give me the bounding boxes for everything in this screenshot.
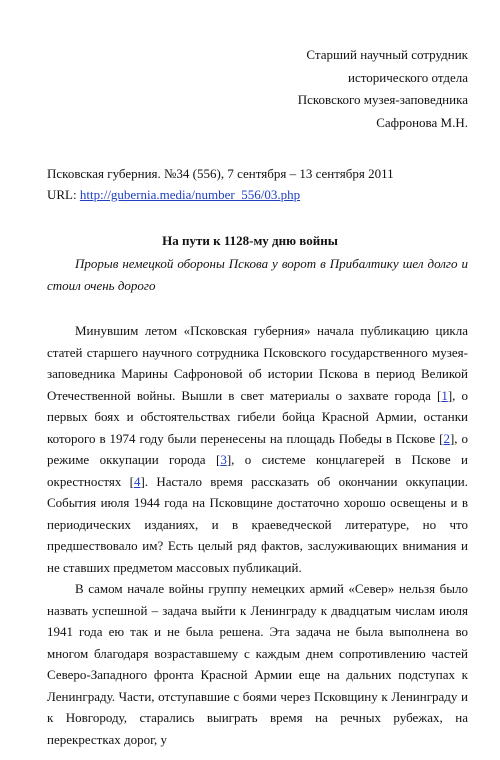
reference-link-4[interactable]: 4 [134, 473, 141, 489]
article-body [47, 320, 468, 750]
author-department: исторического отдела [348, 69, 468, 85]
source-citation: Псковская губерния. №34 (556), 7 сентября – 13 сентября 2011 [47, 166, 394, 181]
reference-link-3[interactable]: 3 [220, 452, 227, 467]
paragraph-2: В самом начале войны группу немецких армий «Север» нельзя было назвать успешной – задача выйти к Ленинграду к двадцатым числам июля 1941 года ею так и не была решена. Эта задача не была выполнена во многом благодаря возраставшему с каждым днем сопротивлению частей Северо-Западного фронта Красной Армии еще на дальних подступах к Ленинграду. Части, отступавшие с боями через Псковщину к Ленинграду и к Новгороду, старались выиграть время на речных рубежах, на перекрестках дорог, у [47, 581, 468, 747]
source-url-line [47, 184, 467, 205]
source-block [47, 163, 467, 205]
author-name: Сафронова М.Н. [376, 114, 468, 130]
article-title: На пути к 1128-му дню войны [162, 233, 338, 248]
reference-link-2[interactable]: 2 [443, 430, 450, 446]
paragraph-1: Минувшим летом «Псковская губерния» начала публикацию цикла статей старшего научного сотрудника Псковского государственного музея-заповедника Марины Сафроновой об истории Пскова в период Великой Отечественной войны. Вышли в свет материалы о захвате города [1], о первых боях и обстоятельствах гибели бойца Красной Армии, останки которого в 1974 году были перенесены на площадь Победы в Пскове [2], о режиме оккупации города [3], о системе концлагерей в Пскове и окрестностях [4]. Настало время рассказать об окончании оккупации. События июля 1944 года на Псковщине достаточно хорошо освещены и в периодических изданиях, и в краеведческой литературе, но что предшествовало им? Есть целый ряд фактов, заслуживающих внимания и не ставших предметом массовых публикаций. [47, 323, 468, 575]
article-subtitle: Прорыв немецкой обороны Пскова у ворот в Прибалтику шел долго и стоил очень дорого [47, 256, 468, 293]
source-url-link[interactable]: http://gubernia.media/number_556/03.php [79, 187, 301, 202]
reference-link-1[interactable]: 1 [441, 387, 448, 403]
author-institution: Псковского музея-заповедника [297, 92, 468, 107]
source-url-label: URL: [47, 187, 80, 202]
author-position: Старший научный сотрудник [306, 47, 468, 62]
author-block [208, 44, 468, 134]
